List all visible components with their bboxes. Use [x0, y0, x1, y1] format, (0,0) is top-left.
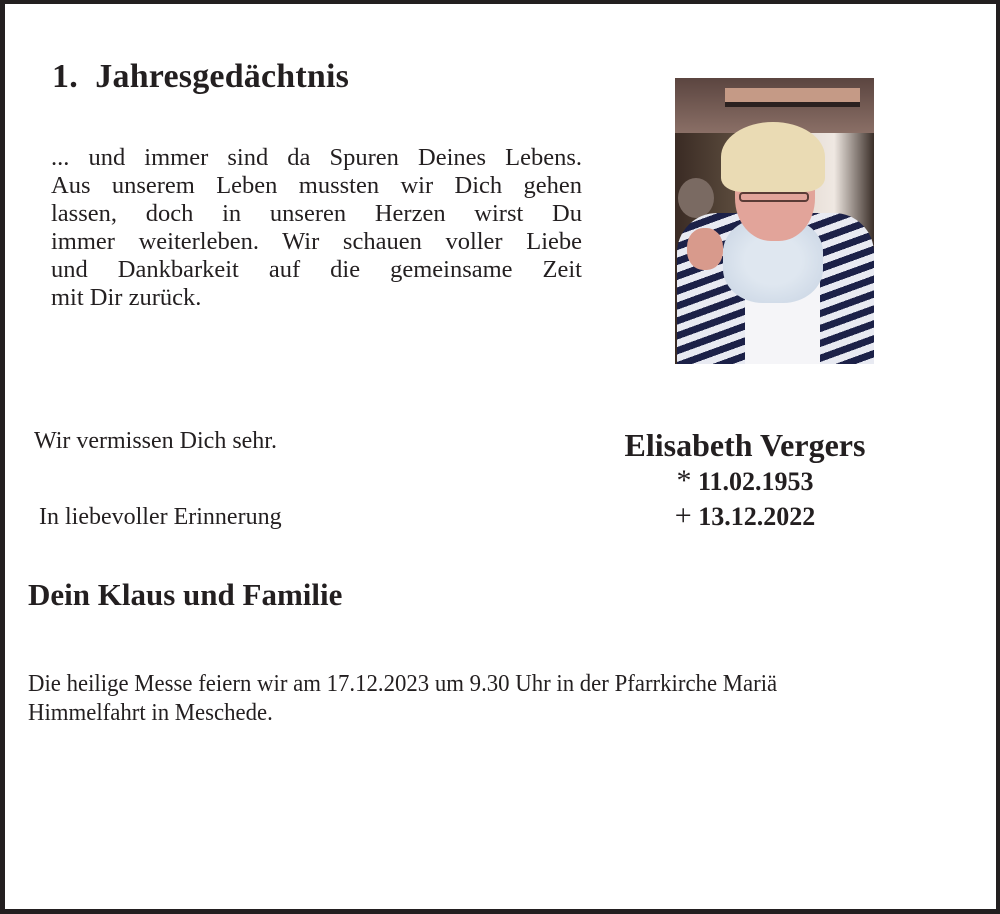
intro-line: mit Dir zurück. — [51, 284, 202, 311]
intro-line: immer weiterleben. Wir schauen voller Liebe — [51, 228, 582, 255]
mass-line: Himmelfahrt in Meschede. — [28, 699, 273, 726]
mass-line: Die heilige Messe feiern wir am 17.12.2023 um 9.30 Uhr in der Pfarrkirche Mariä — [28, 670, 778, 697]
intro-poem — [51, 144, 582, 312]
intro-line: lassen, doch in unseren Herzen wirst Du — [51, 200, 582, 227]
death-date: 13.12.2022 — [698, 502, 816, 531]
death-date-line — [590, 499, 900, 534]
intro-line: Aus unserem Leben mussten wir Dich gehen — [51, 172, 582, 199]
intro-line: und Dankbarkeit auf die gemeinsame Zeit — [51, 256, 582, 283]
family-signature: Dein Klaus und Familie — [28, 577, 343, 612]
notice-title: 1. Jahresgedächtnis — [52, 58, 350, 95]
deceased-name: Elisabeth Vergers — [624, 427, 866, 463]
mass-announcement — [28, 669, 912, 727]
intro-line: ... und immer sind da Spuren Deines Lebens. — [51, 144, 582, 171]
birth-star-icon: * — [676, 464, 692, 497]
death-cross-icon: + — [674, 499, 692, 532]
deceased-info — [590, 426, 900, 534]
miss-text: Wir vermissen Dich sehr. — [34, 428, 277, 454]
portrait-photo — [675, 78, 874, 364]
birth-date-line — [590, 464, 900, 499]
memory-text: In liebevoller Erinnerung — [39, 504, 282, 530]
birth-date: 11.02.1953 — [697, 467, 814, 496]
